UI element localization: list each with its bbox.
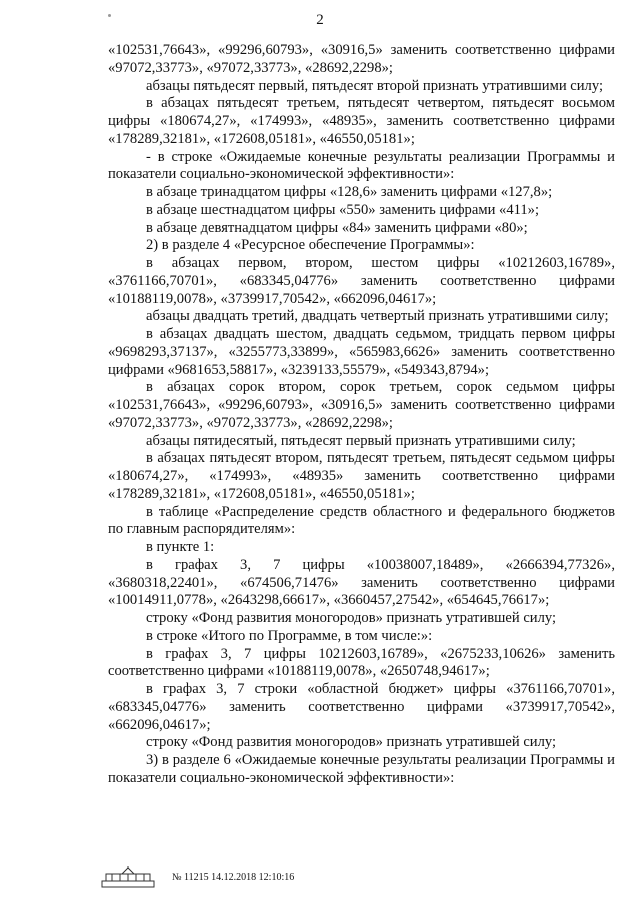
document-body <box>108 42 615 788</box>
page-number: 2 <box>316 12 324 28</box>
paragraph: в абзацах сорок втором, сорок третьем, сорок седьмом цифры «102531,76643», «99296,60793», «30916,5» заменить соответственно цифрами «97072,33773», «97072,33773», «28692,2298»; <box>108 379 615 431</box>
registration-stamp-text: № 11215 14.12.2018 12:10:16 <box>172 871 295 883</box>
paragraph: в строке «Итого по Программе, в том числе:»: <box>146 627 433 644</box>
paragraph: в абзацах двадцать шестом, двадцать седьмом, тридцать первом цифры «9698293,37137», «3255773,33899», «565983,6626» заменить соответственно цифрами «9681653,58817», «3239133,55579», «549343,8794»; <box>108 326 615 378</box>
paragraph: в абзацах первом, втором, шестом цифры «10212603,16789», «3761166,70701», «683345,04776» заменить соответственно цифрами «10188119,0078», «3739917,70542», «662096,04617»; <box>108 255 615 307</box>
paragraph: в пункте 1: <box>146 539 215 555</box>
paragraph: абзацы пятьдесят первый, пятьдесят второй признать утратившими силу; <box>146 77 604 94</box>
registration-footer <box>100 862 294 892</box>
paragraph: абзацы двадцать третий, двадцать четвертый признать утратившими силу; <box>146 308 609 325</box>
paragraph: в абзацах пятьдесят третьем, пятьдесят четвертом, пятьдесят восьмом цифры «180674,27», «174993», «48935», заменить соответственно цифрами «178289,32181», «172608,05181», «46550,05181»; <box>108 95 615 147</box>
building-emblem-icon <box>100 865 156 889</box>
paragraph: в графах 3, 7 строки «областной бюджет» цифры «3761166,70701», «683345,04776» заменить соответственно цифрами «3739917,70542», «662096,04617»; <box>108 681 615 733</box>
paragraph: в таблице «Распределение средств областного и федерального бюджетов по главным распорядителям»: <box>108 503 615 538</box>
paragraph: в графах 3, 7 цифры «10038007,18489», «2666394,77326», «3680318,22401», «674506,71476» заменить соответственно цифрами «10014911,0778», «2643298,66617», «3660457,27542», «654645,76617»; <box>108 556 615 609</box>
paragraph: 3) в разделе 6 «Ожидаемые конечные результаты реализации Программы и показатели социально-экономической эффективности»: <box>108 752 615 786</box>
paragraph: 2) в разделе 4 «Ресурсное обеспечение Программы»: <box>146 237 475 254</box>
paragraph: в абзаце тринадцатом цифры «128,6» заменить цифрами «127,8»; <box>146 184 553 200</box>
paragraph: строку «Фонд развития моногородов» признать утратившей силу; <box>146 610 557 626</box>
paragraph: в абзаце девятнадцатом цифры «84» заменить цифрами «80»; <box>146 219 528 236</box>
paragraph: абзацы пятидесятый, пятьдесят первый признать утратившими силу; <box>146 432 576 449</box>
paragraph: в графах 3, 7 цифры 10212603,16789», «2675233,10626» заменить соответственно цифрами «10188119,0078», «2650748,94617»; <box>108 645 615 680</box>
paragraph: в абзаце шестнадцатом цифры «550» заменить цифрами «411»; <box>146 201 540 218</box>
paragraph: строку «Фонд развития моногородов» признать утратившей силу; <box>146 734 557 751</box>
paragraph: - в строке «Ожидаемые конечные результаты реализации Программы и показатели социально-экономической эффективности»: <box>108 148 615 183</box>
paragraph: в абзацах пятьдесят втором, пятьдесят третьем, пятьдесят седьмом цифры «180674,27», «174993», «48935» заменить соответственно цифрами «178289,32181», «172608,05181», «46550,05181»; <box>108 450 615 502</box>
paragraph: «102531,76643», «99296,60793», «30916,5» заменить соответственно цифрами «97072,33773», «97072,33773», «28692,2298»; <box>108 42 615 76</box>
